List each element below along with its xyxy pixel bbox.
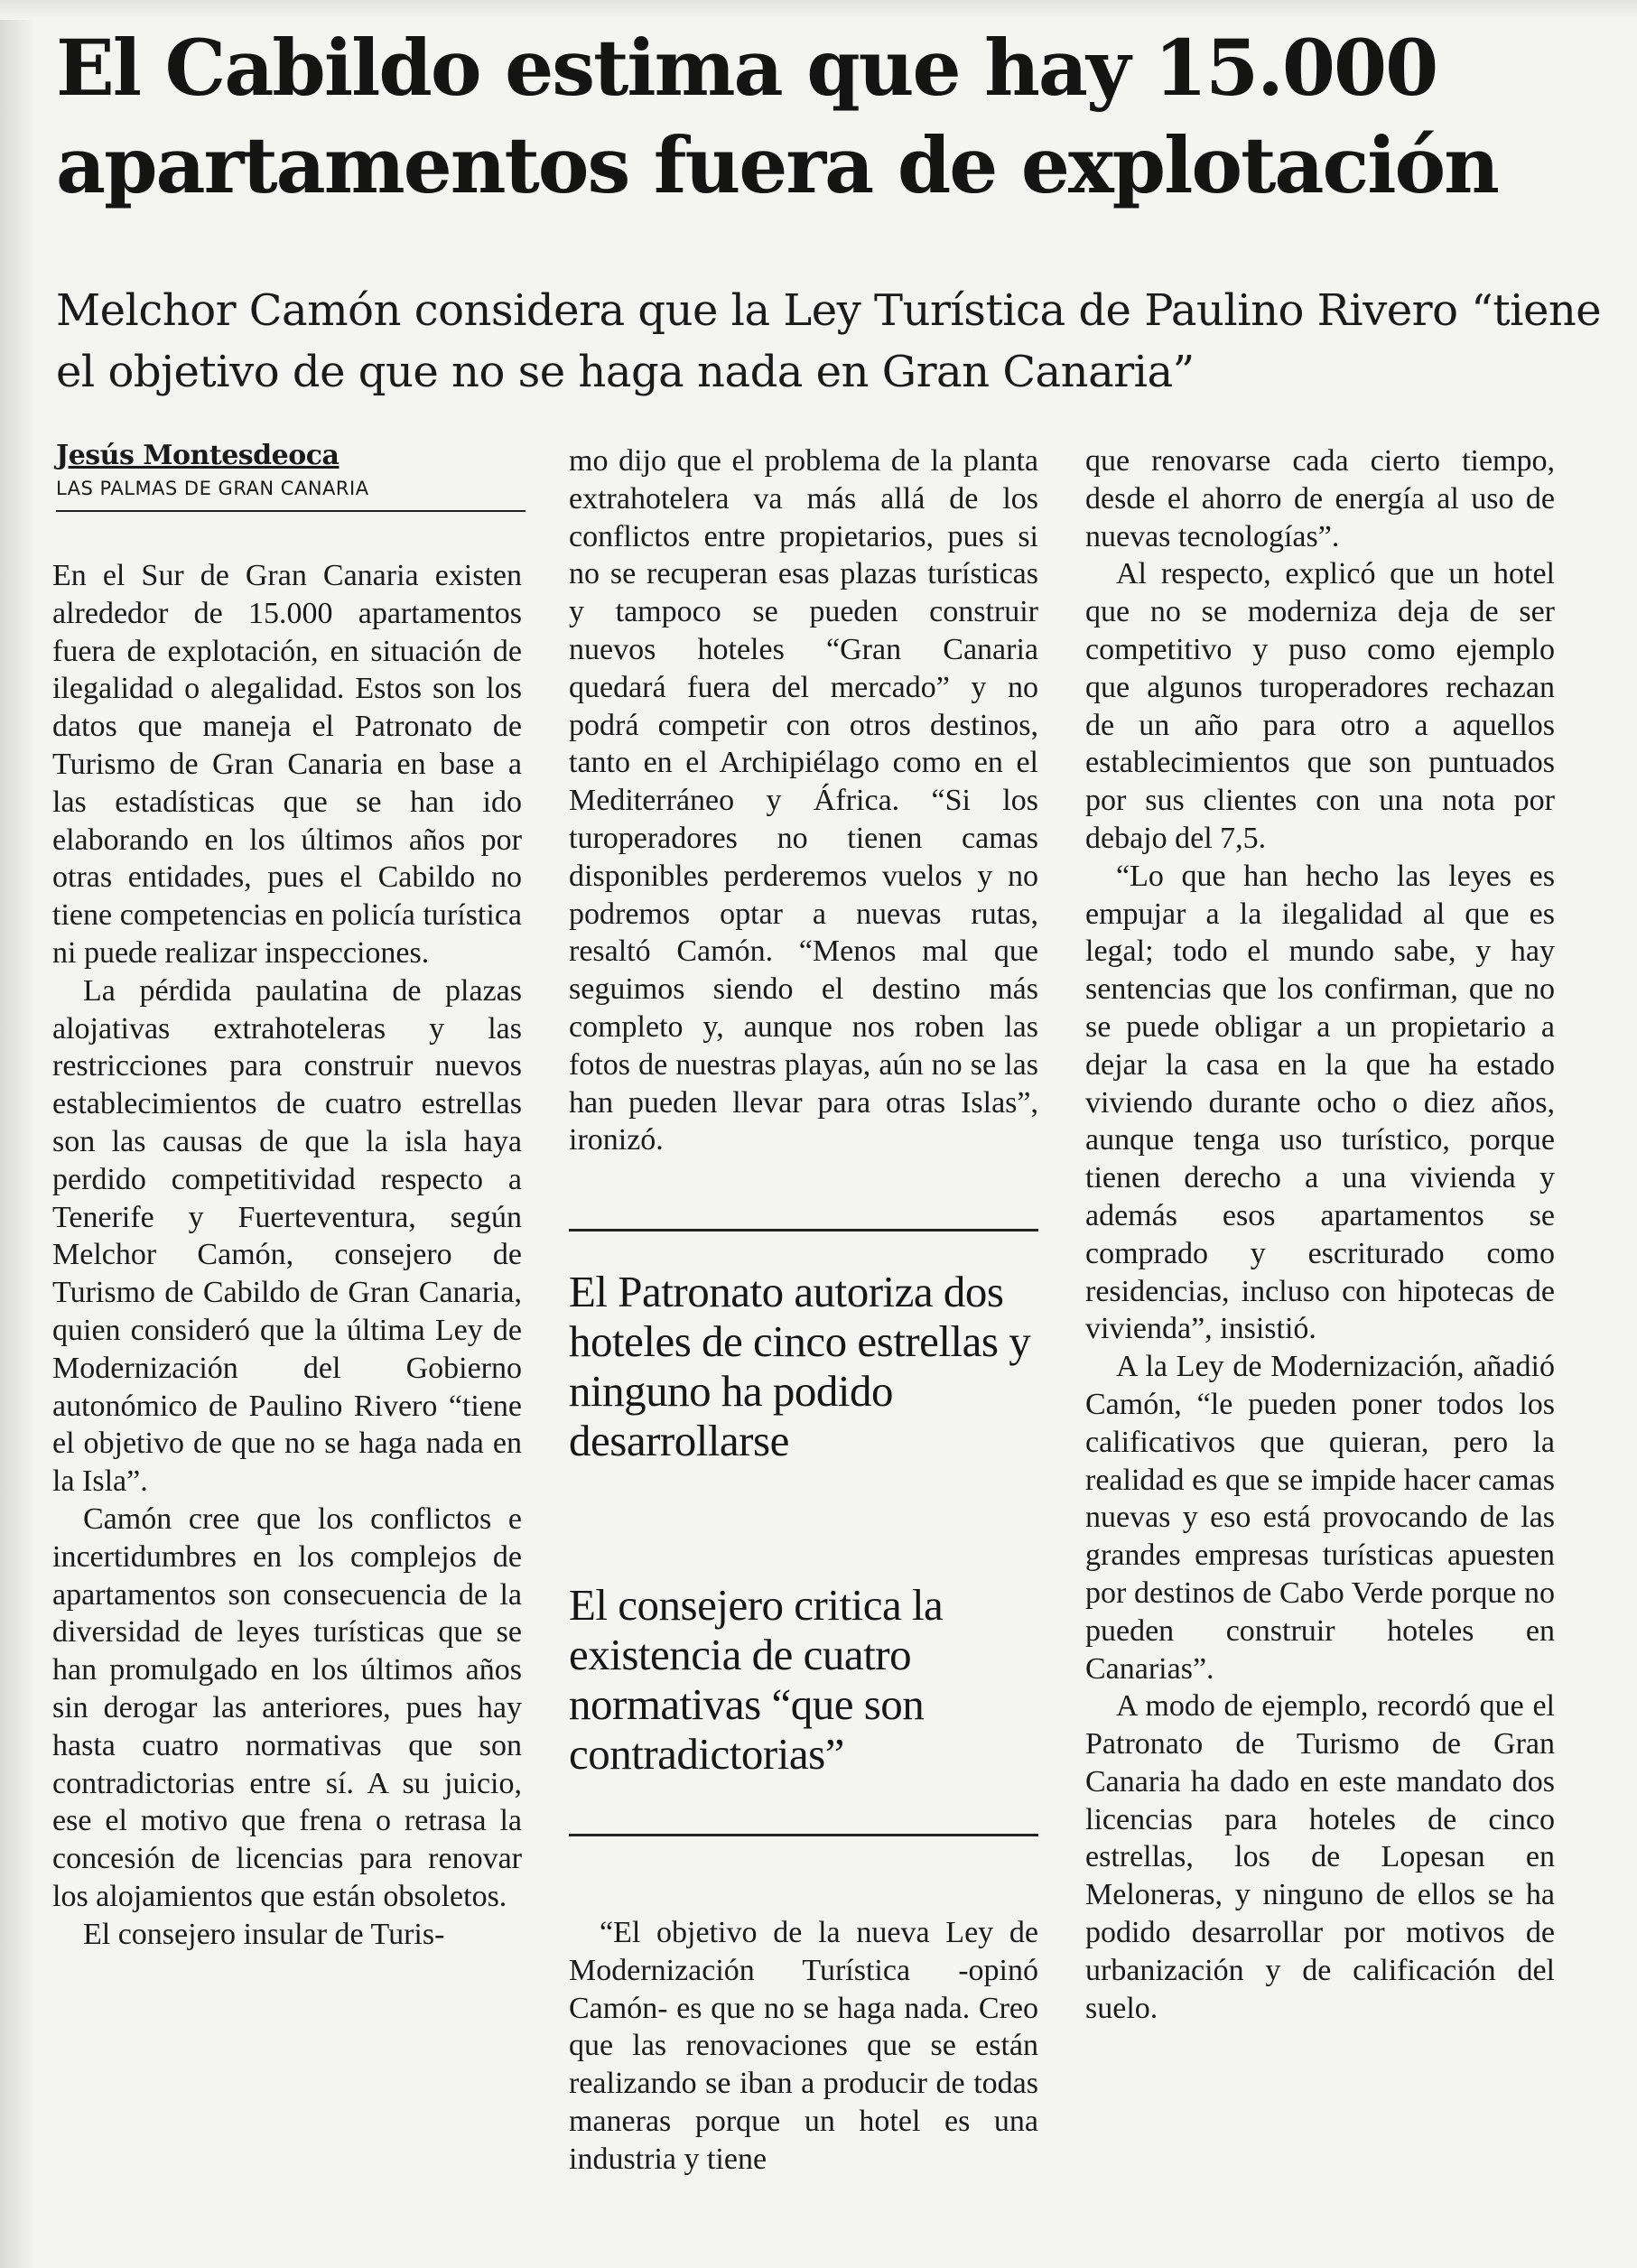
pullquote-bottom-rule [569,1834,1038,1836]
pullquote-1: El Patronato autoriza dos hoteles de cinco estrellas y ninguno ha podido desarrollarse [569,1267,1031,1465]
paragraph: “Lo que han hecho las leyes es empujar a la ilegalidad al que es legal; todo el mundo sabe, y hay sentencias que los confirman, que no se puede obligar a un propietario a dejar la casa en la que ha estado viviendo durante ocho o diez años, aunque tenga uso turístico, porque tienen derecho a una vivienda y además esos apartamentos se comprado y escriturado como residencias, incluso con hipotecas de vivienda”, insistió. [1085,859,1555,1346]
headline: El Cabildo estima que hay 15.000 apartamentos fuera de explotación [56,23,1498,211]
paragraph: A modo de ejemplo, recordó que el Patronato de Turismo de Gran Canaria ha dado en este mandato dos licencias para hoteles de cinco estrellas, los de Lopesan en Meloneras, y ninguno de ellos se ha podido desarrollar por motivos de urbanización y de calificación del suelo. [1085,1689,1555,2025]
paragraph: Al respecto, explicó que un hotel que no se moderniza deja de ser competitivo y puso como ejemplo que algunos turoperadores rechazan de un año para otro a aquellos establecimientos que son puntuados por sus clientes con una nota por debajo del 7,5. [1085,557,1555,855]
paragraph: mo dijo que el problema de la planta extrahotelera va más allá de los conflictos entre propietarios, pues si no se recuperan esas plazas turísticas y tampoco se pueden construir nuevos hoteles “Gran Canaria quedará fuera del mercado” y no podrá competir con otros destinos, tanto en el Archipiélago como en el Mediterráneo y África. “Si los turoperadores no tienen camas disponibles perderemos vuelos y no podremos optar a nuevas rutas, resaltó Camón. “Menos mal que seguimos siendo el destino más completo y, aunque nos roben las fotos de nuestras playas, aún no se las han pueden llevar para otras Islas”, ironizó. [569,444,1038,1157]
paragraph: “El objetivo de la nueva Ley de Modernización Turística -opinó Camón- es que no se haga nada. Creo que las renovaciones que se están realizando se iban a producir de todas maneras porque un hotel es una industria y tiene [569,1916,1038,2176]
paragraph: Camón cree que los conflictos e incertidumbres en los complejos de apartamentos son consecuencia de la diversidad de leyes turísticas que se han promulgado en los últimos años sin derogar las anteriores, pues hay hasta cuatro normativas que son contradictorias entre sí. A su juicio, ese el motivo que frena o retrasa la concesión de licencias para renovar los alojamientos que están obsoletos. [52,1501,522,1913]
paragraph: En el Sur de Gran Canaria existen alrededor de 15.000 apartamentos fuera de explotación, en situación de ilegalidad o alegalidad. Estos son los datos que maneja el Patronato de Turismo de Gran Canaria en base a las estadísticas que se han ido elaborando en los últimos años por otras entidades, pues el Cabildo no tiene competencias en policía turística ni puede realizar inspecciones. [52,559,522,970]
dateline-location: LAS PALMAS DE GRAN CANARIA [56,478,369,499]
pullquote-top-rule [569,1229,1038,1232]
body-column-3 [1085,442,1555,2027]
top-page-bleed [0,0,1637,20]
body-column-2-top [569,442,1038,1159]
pullquote-2: El consejero critica la existencia de cuatro normativas “que son contradictorias” [569,1580,944,1779]
byline [56,438,526,512]
body-column-1 [52,557,522,1953]
paragraph: El consejero insular de Turis- [83,1917,445,1951]
body-column-2-bottom [569,1914,1038,2179]
subheadline: Melchor Camón considera que la Ley Turística de Paulino Rivero “tiene el objetivo de que no se haga nada en Gran Canaria” [56,285,1602,397]
adjacent-page-bleed [0,0,36,2268]
paragraph: A la Ley de Modernización, añadió Camón, “le pueden poner todos los calificativos que quieran, pero la realidad es que se impide hacer camas nuevas y eso está provocando de las grandes empresas turísticas apuesten por destinos de Cabo Verde porque no pueden construir hoteles en Canarias”. [1085,1350,1555,1686]
paragraph: La pérdida paulatina de plazas alojativas extrahoteleras y las restricciones para construir nuevos establecimientos de cuatro estrellas son las causas de que la isla haya perdido competitividad respecto a Tenerife y Fuerteventura, según Melchor Camón, consejero de Turismo de Cabildo de Gran Canaria, quien consideró que la última Ley de Modernización del Gobierno autonómico de Paulino Rivero “tiene el objetivo de que no se haga nada en la Isla”. [52,973,522,1499]
author-name: Jesús Montesdeoca [56,440,339,471]
paragraph: que renovarse cada cierto tiempo, desde el ahorro de energía al uso de nuevas tecnologías”. [1085,444,1555,553]
